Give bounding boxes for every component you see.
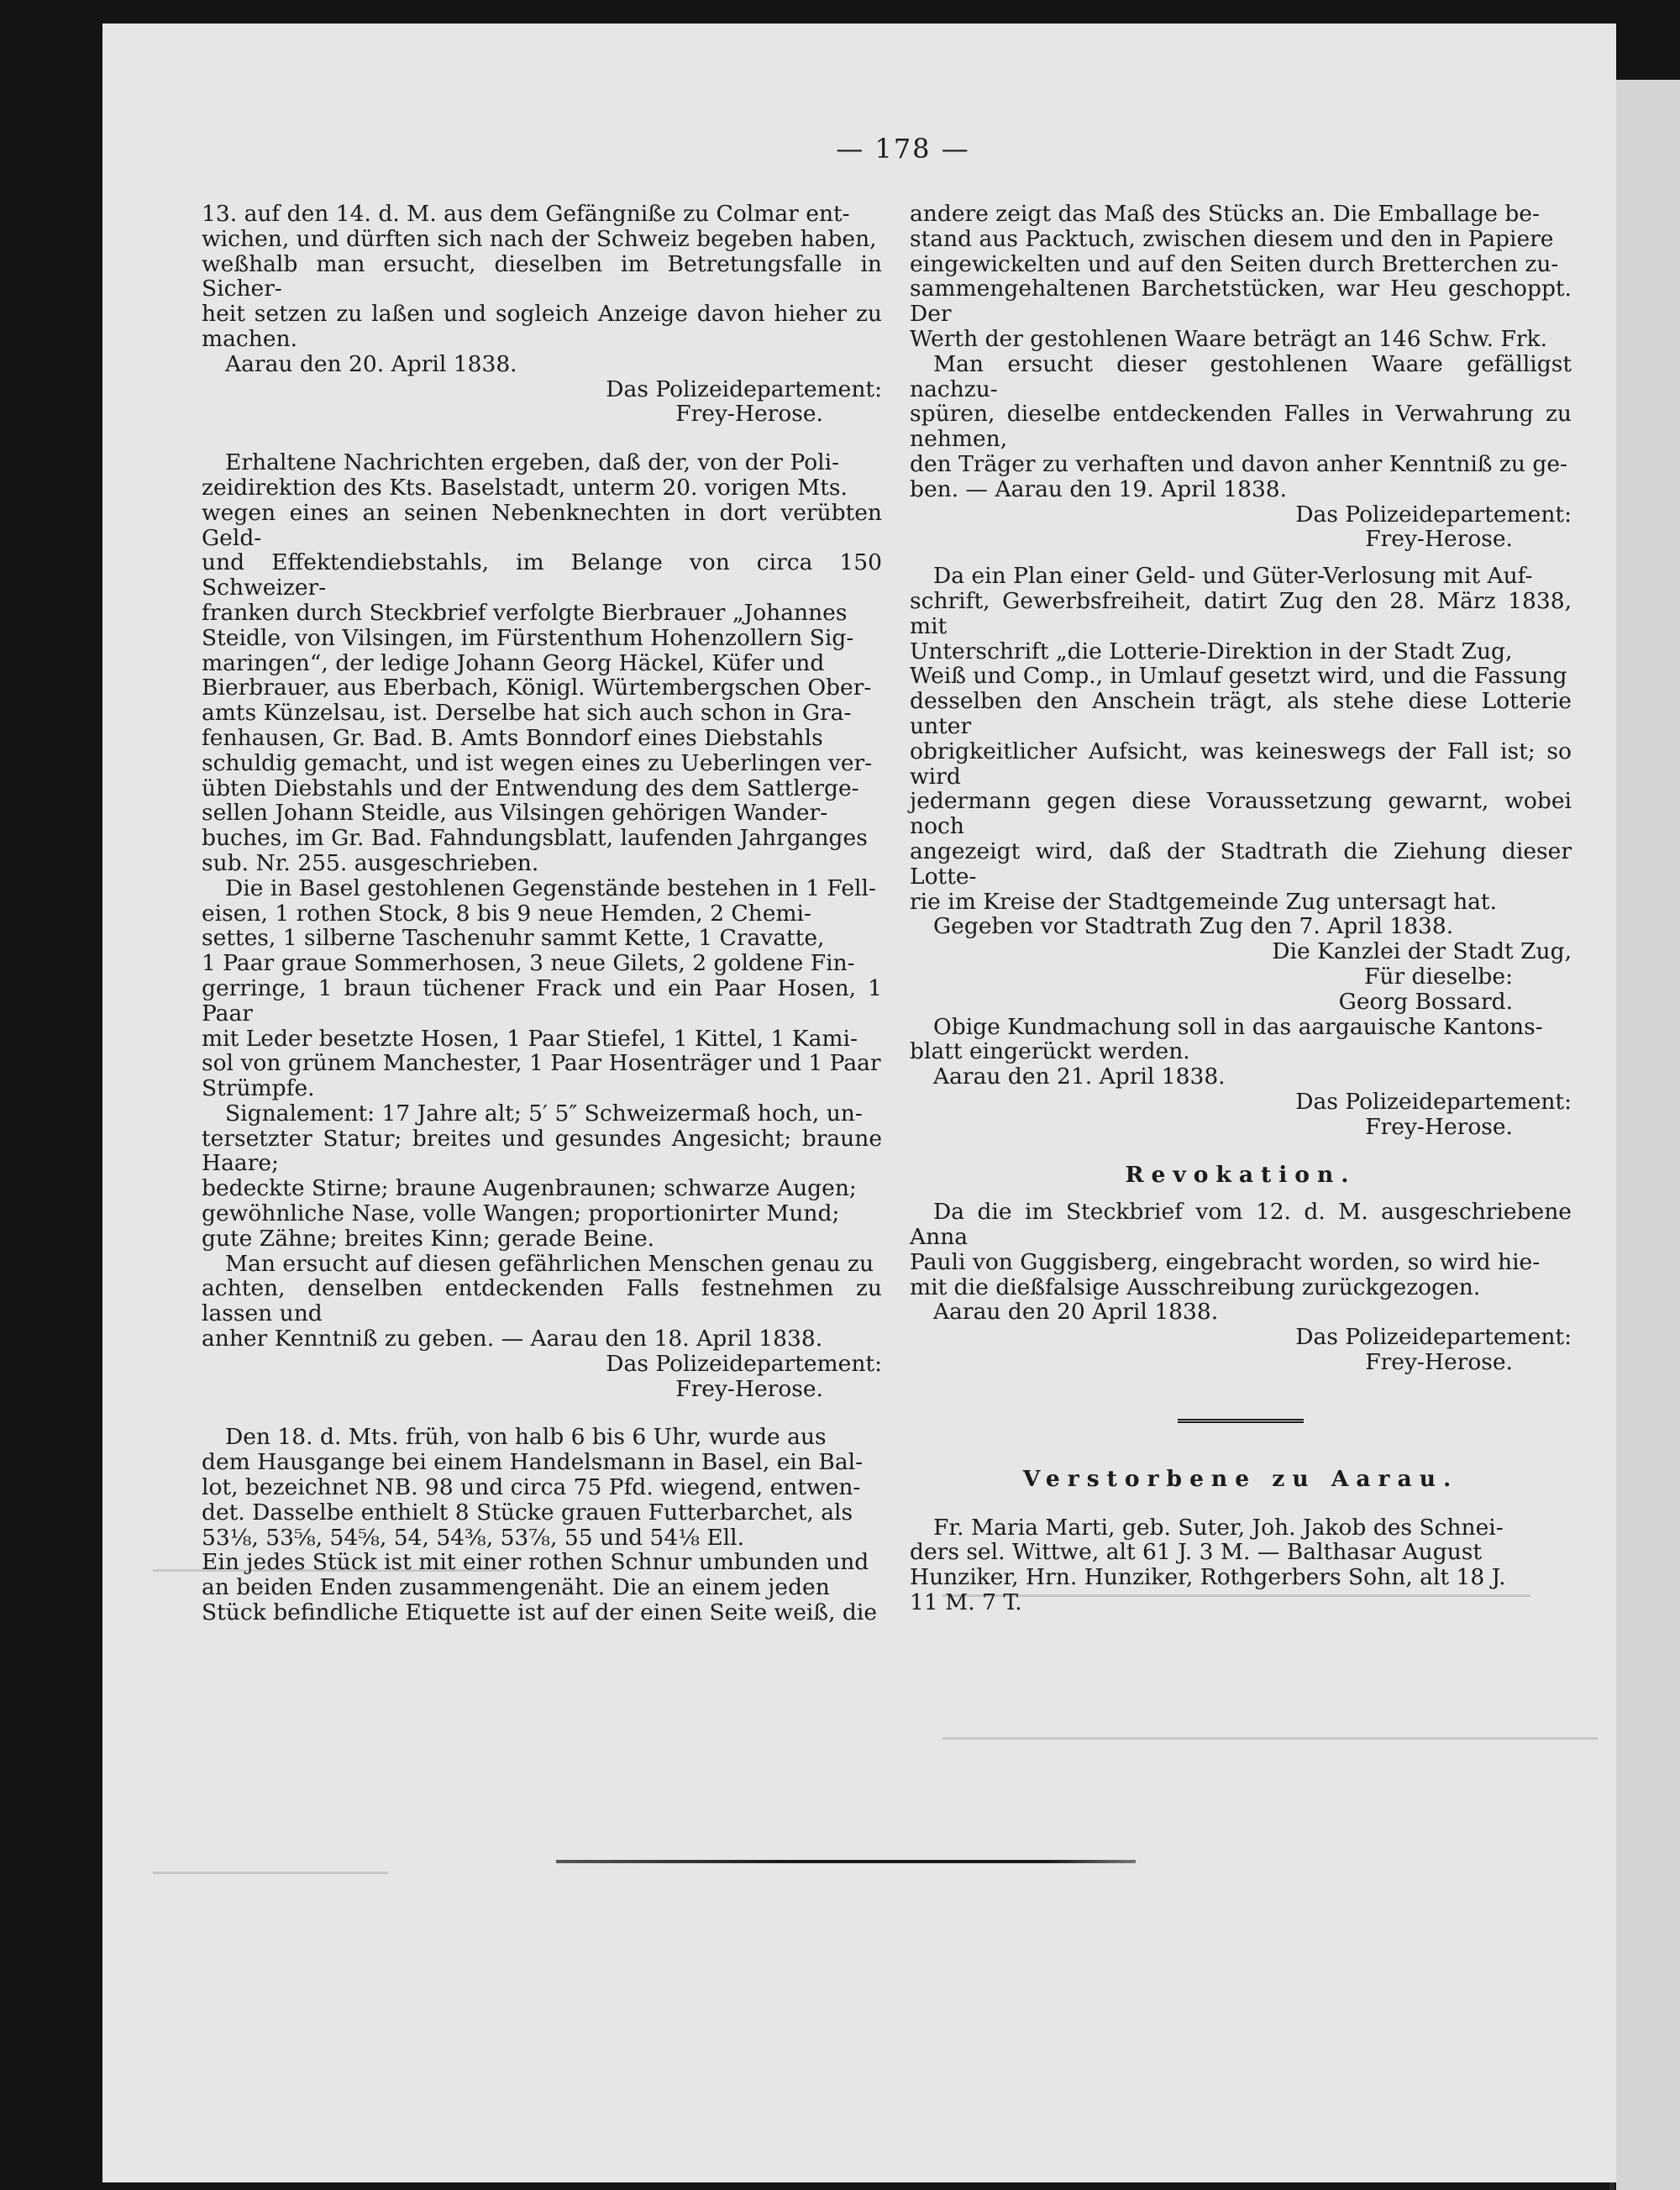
signature-department: Das Polizeidepartement:: [606, 376, 882, 402]
text-line: sellen Johann Steidle, aus Vilsingen gehörigen Wander-: [202, 800, 828, 827]
section-title: Revokation.: [1125, 1162, 1357, 1189]
show-through-mark: [153, 1872, 388, 1874]
notice-date: Aarau den 20. April 1838.: [225, 350, 517, 377]
signature-office: Die Kanzlei der Stadt Zug,: [1272, 938, 1572, 965]
text-line: gewöhnliche Nase, volle Wangen; proportionirter Mund;: [202, 1200, 840, 1227]
text-line: Erhaltene Nachrichten ergeben, daß der, von der Poli-: [225, 449, 840, 476]
text-line: und Effektendiebstahls, im Belange von circa 150 Schweizer-: [202, 549, 882, 601]
text-line: an beiden Enden zusammengenäht. Die an einem jeden: [202, 1574, 830, 1601]
notice-escape: [202, 202, 882, 427]
text-line: Weiß und Comp., in Umlauf gesetzt wird, und die Fassung: [910, 663, 1567, 690]
signature-department: Das Polizeidepartement:: [606, 1350, 882, 1377]
text-line: weßhalb man ersucht, dieselben im Betretungsfalle in Sicher-: [202, 250, 882, 302]
notice-wanted: [202, 450, 882, 1401]
left-column: [202, 202, 882, 1625]
text-line: Man ersucht auf diesen gefährlichen Menschen genau zu: [225, 1250, 874, 1277]
text-line: lot, bezeichnet NB. 98 und circa 75 Pfd. wiegend, entwen-: [202, 1474, 861, 1501]
text-line: dem Hausgange bei einem Handelsmann in Basel, ein Bal-: [202, 1449, 864, 1476]
right-column: [910, 202, 1572, 1615]
text-line: wichen, und dürften sich nach der Schweiz begeben haben,: [202, 225, 877, 252]
notice-publication: [910, 1015, 1572, 1140]
notice-theft: [202, 1425, 882, 1625]
section-title: Verstorbene zu Aarau.: [1022, 1465, 1459, 1492]
signature-department: Das Polizeidepartement:: [1295, 1324, 1572, 1351]
signature-name: Frey-Herose.: [675, 401, 823, 428]
text-line: Die in Basel gestohlenen Gegenstände bestehen in 1 Fell-: [225, 874, 876, 901]
text-line: angezeigt wird, daß der Stadtrath die Ziehung dieser Lotte-: [910, 838, 1572, 890]
text-line: Hunziker, Hrn. Hunziker, Rothgerbers Sohn, alt 18 J.: [910, 1564, 1506, 1591]
text-line: bedeckte Stirne; braune Augenbraunen; schwarze Augen;: [202, 1175, 857, 1202]
text-line: amts Künzelsau, ist. Derselbe hat sich auch schon in Gra-: [202, 700, 852, 727]
text-line: sol von grünem Manchester, 1 Paar Hosenträger und 1 Paar: [202, 1050, 881, 1077]
text-line: Da ein Plan einer Geld- und Güter-Verlosung mit Auf-: [933, 563, 1533, 590]
text-line: Unterschrift „die Lotterie-Direktion in der Stadt Zug,: [910, 638, 1513, 664]
text-line: 11 M. 7 T.: [910, 1589, 1022, 1616]
show-through-mark: [942, 1737, 1598, 1740]
text-line: eisen, 1 rothen Stock, 8 bis 9 neue Hemden, 2 Chemi-: [202, 900, 811, 927]
page-number: — 178 —: [836, 133, 970, 165]
text-line: achten, denselben entdeckenden Falls festnehmen zu lassen und: [202, 1275, 882, 1327]
signature-name: Frey-Herose.: [1365, 526, 1513, 553]
text-line: desselben den Anschein trägt, als stehe diese Lotterie unter: [910, 688, 1572, 739]
signature-department: Das Polizeidepartement:: [1295, 501, 1572, 528]
signature-name: Frey-Herose.: [675, 1375, 823, 1402]
text-line: gute Zähne; breites Kinn; gerade Beine.: [202, 1225, 655, 1252]
text-line: Ein jedes Stück ist mit einer rothen Schnur umbunden und: [202, 1549, 869, 1576]
text-line: 13. auf den 14. d. M. aus dem Gefängniße zu Colmar ent-: [202, 201, 850, 227]
text-line: franken durch Steckbrief verfolgte Bierbrauer „Johannes: [202, 599, 848, 626]
text-line: mit Leder besetzte Hosen, 1 Paar Stiefel, 1 Kittel, 1 Kami-: [202, 1025, 858, 1052]
text-line: obrigkeitlicher Aufsicht, was keineswegs der Fall ist; so wird: [910, 738, 1572, 790]
text-line: ben. — Aarau den 19. April 1838.: [910, 475, 1288, 502]
notice-date: Aarau den 21. April 1838.: [933, 1063, 1226, 1090]
text-line: Obige Kundmachung soll in das aargauische Kantons-: [933, 1013, 1543, 1040]
signature-department: Das Polizeidepartement:: [1295, 1088, 1572, 1115]
text-line: fenhausen, Gr. Bad. B. Amts Bonndorf eines Diebstahls: [202, 724, 823, 751]
text-line: eingewickelten und auf den Seiten durch Bretterchen zu-: [910, 250, 1559, 277]
text-line: buches, im Gr. Bad. Fahndungsblatt, laufenden Jahrganges: [202, 825, 868, 852]
text-line: andere zeigt das Maß des Stücks an. Die Emballage be-: [910, 201, 1540, 227]
notice-lottery: [910, 564, 1572, 1014]
text-line: Pauli von Guggisberg, eingebracht worden, so wird hie-: [910, 1248, 1541, 1275]
text-line: schrift, Gewerbsfreiheit, datirt Zug den 28. März 1838, mit: [910, 587, 1572, 639]
text-line: sub. Nr. 255. ausgeschrieben.: [202, 849, 539, 876]
text-line: Fr. Maria Marti, geb. Suter, Joh. Jakob des Schnei-: [933, 1514, 1504, 1541]
end-rule: [556, 1860, 1136, 1863]
text-line: stand aus Packtuch, zwischen diesem und den in Papiere: [910, 225, 1554, 252]
text-line: rie im Kreise der Stadtgemeinde Zug untersagt hat.: [910, 888, 1498, 915]
text-line: Werth der gestohlenen Waare beträgt an 146 Schw. Frk.: [910, 325, 1548, 352]
text-line: wegen eines an seinen Nebenknechten in dort verübten Geld-: [202, 499, 882, 551]
text-line: mit die dießfalsige Ausschreibung zurückgezogen.: [910, 1274, 1481, 1300]
text-line: übten Diebstahls und der Entwendung des dem Sattlerge-: [202, 775, 859, 801]
text-line: Stück befindliche Etiquette ist auf der einen Seite weiß, die: [202, 1599, 878, 1626]
text-line: anher Kenntniß zu geben. — Aarau den 18. April 1838.: [202, 1326, 823, 1352]
notice-theft-continued: [910, 202, 1572, 552]
text-line: 1 Paar graue Sommerhosen, 3 neue Gilets, 2 goldene Fin-: [202, 950, 855, 977]
adjacent-page-edge: [1616, 80, 1680, 2190]
text-line: sammengehaltenen Barchetstücken, war Heu geschoppt. Der: [910, 276, 1572, 328]
text-line: den Träger zu verhaften und davon anher Kenntniß zu ge-: [910, 450, 1567, 477]
notice-date: Gegeben vor Stadtrath Zug den 7. April 1838.: [933, 913, 1454, 940]
text-line: 53⅛, 53⅝, 54⅝, 54, 54⅜, 53⅞, 55 und 54⅛ Ell.: [202, 1524, 745, 1551]
signature-for: Für dieselbe:: [1364, 963, 1513, 990]
notice-date: Aarau den 20 April 1838.: [933, 1299, 1219, 1326]
text-line: Da die im Steckbrief vom 12. d. M. ausgeschriebene Anna: [910, 1199, 1572, 1251]
text-line: ders sel. Wittwe, alt 61 J. 3 M. — Balthasar August: [910, 1539, 1483, 1566]
text-line: Bierbrauer, aus Eberbach, Königl. Würtembergschen Ober-: [202, 675, 872, 701]
text-line: spüren, dieselbe entdeckenden Falles in Verwahrung zu nehmen,: [910, 401, 1572, 453]
notice-deceased: [910, 1467, 1572, 1615]
text-line: schuldig gemacht, und ist wegen eines zu Ueberlingen ver-: [202, 749, 873, 776]
text-line: Signalement: 17 Jahre alt; 5′ 5″ Schweizermaß hoch, un-: [225, 1100, 863, 1127]
signature-name: Frey-Herose.: [1365, 1349, 1513, 1376]
text-line: settes, 1 silberne Taschenuhr sammt Kette, 1 Cravatte,: [202, 925, 825, 952]
notice-revocation: [910, 1163, 1572, 1374]
text-line: heit setzen zu laßen und sogleich Anzeige davon hieher zu machen.: [202, 301, 882, 352]
text-line: det. Dasselbe enthielt 8 Stücke grauen Futterbarchet, als: [202, 1499, 853, 1526]
signature-name: Georg Bossard.: [1338, 988, 1513, 1015]
text-line: gerringe, 1 braun tüchener Frack und ein Paar Hosen, 1 Paar: [202, 974, 882, 1027]
text-line: Den 18. d. Mts. früh, von halb 6 bis 6 Uhr, wurde aus: [225, 1424, 827, 1451]
text-line: Man ersucht dieser gestohlenen Waare gefälligst nachzu-: [910, 350, 1572, 402]
text-line: maringen“, der ledige Johann Georg Häckel, Küfer und: [202, 649, 825, 676]
text-line: tersetzter Statur; breites und gesundes Angesicht; braune Haare;: [202, 1125, 882, 1177]
text-line: Steidle, von Vilsingen, im Fürstenthum Hohenzollern Sig-: [202, 624, 854, 651]
text-line: blatt eingerückt werden.: [910, 1038, 1190, 1065]
text-line: Strümpfe.: [202, 1075, 315, 1102]
text-line: zeidirektion des Kts. Baselstadt, unterm 20. vorigen Mts.: [202, 474, 848, 501]
text-line: jedermann gegen diese Voraussetzung gewarnt, wobei noch: [910, 788, 1572, 840]
signature-name: Frey-Herose.: [1365, 1113, 1513, 1140]
